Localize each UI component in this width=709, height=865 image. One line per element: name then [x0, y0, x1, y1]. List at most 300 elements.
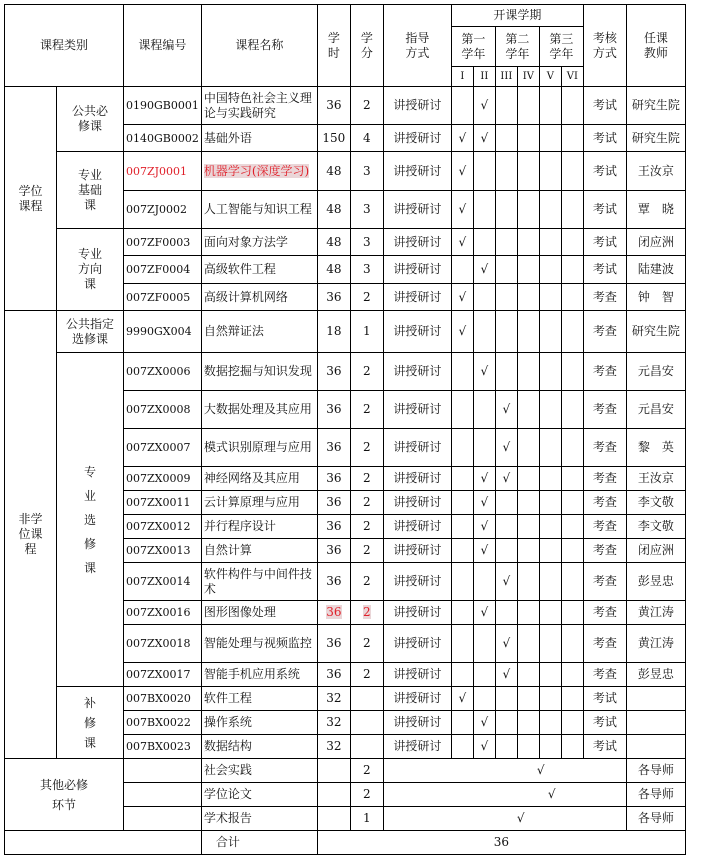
course-teacher: 闭应洲: [626, 229, 685, 256]
sem-cell: [561, 353, 583, 391]
course-exam: 考查: [583, 467, 626, 491]
sem-cell: [539, 429, 561, 467]
group-makeup: [57, 687, 124, 759]
course-exam: 考试: [583, 711, 626, 735]
group-other: [5, 759, 124, 831]
check-mark: √: [502, 667, 511, 681]
table-row: [5, 687, 686, 711]
sem-cell: [561, 625, 583, 663]
course-exam: 考试: [583, 87, 626, 125]
course-credits: [350, 735, 383, 759]
sem-cell: [517, 125, 539, 152]
check-mark: √: [502, 636, 511, 650]
course-name: 数据挖掘与知识发现: [201, 353, 317, 391]
sem-cell: [451, 429, 473, 467]
course-method: 讲授研讨: [383, 539, 451, 563]
check-mark: √: [458, 289, 467, 304]
sem-cell: [473, 467, 495, 491]
sem-cell: [539, 311, 561, 353]
sem-cell: [539, 539, 561, 563]
sem-cell: [561, 87, 583, 125]
header-teacher: [626, 5, 685, 87]
header-teacher-text: 任课教师: [643, 30, 668, 60]
course-teacher: 黎 英: [626, 429, 685, 467]
sem-cell: [561, 256, 583, 284]
course-table: [4, 4, 686, 855]
course-code: 0140GB0002: [124, 125, 202, 152]
course-teacher: 元昌安: [626, 391, 685, 429]
group-degree: [5, 87, 57, 311]
sem-cell: [473, 429, 495, 467]
course-method: 讲授研讨: [383, 152, 451, 191]
course-method: 讲授研讨: [383, 491, 451, 515]
group-other-text: 其他必修环节: [39, 777, 88, 812]
course-name: [201, 152, 317, 191]
course-method: 讲授研讨: [383, 229, 451, 256]
course-code: 007ZF0003: [124, 229, 202, 256]
check-mark: √: [458, 324, 467, 338]
course-teacher: 王汝京: [626, 467, 685, 491]
sem-cell: [539, 735, 561, 759]
sem-cell: [473, 256, 495, 284]
sem-cell: [561, 284, 583, 311]
course-method: 讲授研讨: [383, 687, 451, 711]
sem-cell: [495, 711, 517, 735]
course-name: 云计算原理与应用: [201, 491, 317, 515]
sem-cell: [451, 563, 473, 601]
sem-cell: [451, 539, 473, 563]
course-credits: 2: [350, 467, 383, 491]
course-credits: 2: [350, 491, 383, 515]
header-year2-text: 第二学年: [505, 31, 530, 61]
course-code: 007ZX0008: [124, 391, 202, 429]
check-mark: √: [458, 691, 467, 705]
course-name: 智能处理与视频监控: [201, 625, 317, 663]
check-mark: √: [480, 130, 489, 145]
course-method: 讲授研讨: [383, 191, 451, 229]
sem-cell: [561, 563, 583, 601]
course-teacher: 陆建波: [626, 256, 685, 284]
sem-cell: [495, 229, 517, 256]
course-exam: 考查: [583, 563, 626, 601]
sem-cell: [517, 467, 539, 491]
course-hours: 36: [317, 467, 350, 491]
sem-cell: [495, 311, 517, 353]
group-major-direction: [57, 229, 124, 311]
sem-cell: [539, 391, 561, 429]
course-code: 007BX0023: [124, 735, 202, 759]
course-code: 007ZX0011: [124, 491, 202, 515]
course-exam: 考查: [583, 601, 626, 625]
course-credits: 2: [350, 625, 383, 663]
sem-cell: [473, 125, 495, 152]
sem-cell: [473, 229, 495, 256]
course-exam: 考试: [583, 125, 626, 152]
group-major-elective: [57, 353, 124, 687]
sem-cell: [517, 539, 539, 563]
sem-cell: [495, 467, 517, 491]
sem-cell: [539, 491, 561, 515]
course-name: 图形图像处理: [201, 601, 317, 625]
course-exam: 考试: [583, 256, 626, 284]
course-teacher: 王汝京: [626, 152, 685, 191]
sem-cell: [561, 735, 583, 759]
course-credits: 3: [350, 229, 383, 256]
check-mark: √: [547, 787, 556, 801]
sem-cell: [539, 467, 561, 491]
course-exam: 考查: [583, 311, 626, 353]
sem-cell: [539, 663, 561, 687]
course-code: 007ZJ0001: [124, 152, 202, 191]
course-exam: 考查: [583, 429, 626, 467]
course-exam: 考查: [583, 663, 626, 687]
course-code: 007ZX0012: [124, 515, 202, 539]
check-mark: √: [480, 519, 489, 533]
course-teacher: 黄江涛: [626, 601, 685, 625]
sem-cell: [517, 256, 539, 284]
course-code: 007ZX0013: [124, 539, 202, 563]
course-method: 讲授研讨: [383, 429, 451, 467]
course-exam: 考查: [583, 491, 626, 515]
course-credits: 1: [350, 311, 383, 353]
course-hours: 36: [317, 663, 350, 687]
course-code: 007ZF0004: [124, 256, 202, 284]
course-name: 数据结构: [201, 735, 317, 759]
sem-cell: [539, 256, 561, 284]
course-teacher: 研究生院: [626, 125, 685, 152]
sem-cell: [451, 87, 473, 125]
course-teacher: 李文敬: [626, 491, 685, 515]
check-mark: √: [480, 605, 489, 619]
course-teacher: [626, 735, 685, 759]
course-hours: 150: [317, 125, 350, 152]
table-row: [5, 229, 686, 256]
sem-cell: [473, 539, 495, 563]
header-credits: [350, 5, 383, 87]
header-credits-text: 学分: [360, 30, 373, 60]
sem-cell: [495, 353, 517, 391]
header-sem-6: VI: [561, 67, 583, 87]
sem-cell: [473, 311, 495, 353]
check-mark: √: [516, 811, 525, 825]
group-major-basic-text: 专业基础课: [77, 167, 102, 212]
course-credits: 2: [350, 429, 383, 467]
course-name: 高级软件工程: [201, 256, 317, 284]
sem-cell: [495, 687, 517, 711]
other-credits: 2: [350, 759, 383, 783]
course-hours: 36: [317, 87, 350, 125]
total-row: [5, 831, 686, 855]
sem-cell: [517, 284, 539, 311]
header-name: 课程名称: [201, 5, 317, 87]
sem-cell: [451, 152, 473, 191]
sem-cell: [561, 687, 583, 711]
course-name: 智能手机应用系统: [201, 663, 317, 687]
check-mark: √: [502, 402, 511, 416]
header-teaching: [383, 5, 451, 87]
check-mark: √: [502, 471, 511, 485]
header-hours: [317, 5, 350, 87]
sem-cell: [495, 563, 517, 601]
course-teacher: 研究生院: [626, 87, 685, 125]
table-row: [5, 87, 686, 125]
sem-cell: [473, 191, 495, 229]
sem-cell: [451, 191, 473, 229]
course-code: 007ZX0009: [124, 467, 202, 491]
check-mark: √: [480, 495, 489, 509]
header-exam: [583, 5, 626, 87]
header-year3: [539, 27, 583, 67]
check-mark: √: [480, 543, 489, 557]
sem-cell: [451, 256, 473, 284]
other-name: 学位论文: [201, 783, 317, 807]
sem-cell: [561, 467, 583, 491]
header-year1-text: 第一学年: [461, 31, 486, 61]
sem-cell: [539, 152, 561, 191]
check-mark: √: [502, 440, 511, 454]
course-hours: 36: [317, 563, 350, 601]
other-teacher: 各导师: [626, 807, 685, 831]
course-credits: 2: [350, 515, 383, 539]
total-value: 36: [317, 831, 685, 855]
group-degree-text: 学位课程: [18, 183, 43, 213]
course-method: 讲授研讨: [383, 663, 451, 687]
sem-cell: [473, 353, 495, 391]
sem-cell: [451, 625, 473, 663]
sem-cell: [561, 229, 583, 256]
sem-cell: [495, 735, 517, 759]
course-method: 讲授研讨: [383, 467, 451, 491]
course-method: 讲授研讨: [383, 391, 451, 429]
sem-cell: [539, 625, 561, 663]
sem-cell: [451, 353, 473, 391]
course-hours: 18: [317, 311, 350, 353]
check-mark: √: [458, 202, 467, 216]
course-name-highlight: 机器学习(深度学习): [203, 163, 310, 178]
check-mark: √: [502, 574, 511, 588]
sem-cell: [517, 391, 539, 429]
course-name: 基础外语: [201, 125, 317, 152]
course-exam: 考试: [583, 191, 626, 229]
course-name: 人工智能与知识工程: [201, 191, 317, 229]
course-code: 007BX0020: [124, 687, 202, 711]
header-year1: [451, 27, 495, 67]
course-hours: 36: [317, 515, 350, 539]
sem-cell: [451, 467, 473, 491]
course-credits-highlight: 2: [363, 605, 371, 619]
course-teacher: 黄江涛: [626, 625, 685, 663]
sem-cell: [517, 563, 539, 601]
group-major-basic: [57, 152, 124, 229]
sem-cell: [495, 539, 517, 563]
course-method: 讲授研讨: [383, 625, 451, 663]
sem-cell: [495, 152, 517, 191]
course-method: 讲授研讨: [383, 284, 451, 311]
table-row: [5, 353, 686, 391]
course-method: 讲授研讨: [383, 515, 451, 539]
course-credits: 2: [350, 284, 383, 311]
empty-cell: [124, 807, 202, 831]
course-credits: 2: [350, 539, 383, 563]
sem-cell: [473, 491, 495, 515]
course-credits: 2: [350, 87, 383, 125]
course-credits: 4: [350, 125, 383, 152]
course-code: 007ZX0016: [124, 601, 202, 625]
sem-cell: [451, 311, 473, 353]
sem-cell: [517, 735, 539, 759]
other-name: 学术报告: [201, 807, 317, 831]
course-teacher: [626, 711, 685, 735]
sem-cell: [517, 429, 539, 467]
sem-cell: [561, 391, 583, 429]
header-sem-1: I: [451, 67, 473, 87]
course-hours: 36: [317, 284, 350, 311]
sem-cell: [517, 515, 539, 539]
course-method: 讲授研讨: [383, 563, 451, 601]
course-hours: [317, 601, 350, 625]
sem-cell: [539, 229, 561, 256]
sem-cell: [539, 563, 561, 601]
course-exam: 考查: [583, 625, 626, 663]
other-span: [383, 759, 626, 783]
total-label: 合计: [201, 831, 317, 855]
empty-cell: [124, 759, 202, 783]
sem-cell: [561, 311, 583, 353]
empty-cell: [317, 783, 350, 807]
course-exam: 考查: [583, 353, 626, 391]
sem-cell: [451, 284, 473, 311]
course-exam: 考查: [583, 515, 626, 539]
sem-cell: [495, 284, 517, 311]
sem-cell: [561, 711, 583, 735]
course-credits: 2: [350, 391, 383, 429]
course-code: 0190GB0001: [124, 87, 202, 125]
sem-cell: [561, 429, 583, 467]
course-name: 神经网络及其应用: [201, 467, 317, 491]
course-hours-highlight: 36: [326, 605, 342, 619]
course-name: 软件工程: [201, 687, 317, 711]
sem-cell: [495, 625, 517, 663]
sem-cell: [451, 601, 473, 625]
course-exam: 考试: [583, 229, 626, 256]
check-mark: √: [458, 163, 467, 178]
sem-cell: [473, 735, 495, 759]
course-exam: 考试: [583, 152, 626, 191]
sem-cell: [451, 491, 473, 515]
group-public-required-text: 公共必修课: [71, 104, 108, 133]
course-name: 操作系统: [201, 711, 317, 735]
sem-cell: [561, 491, 583, 515]
course-teacher: 彭昱忠: [626, 563, 685, 601]
header-sem-4: IV: [517, 67, 539, 87]
table-row: [5, 311, 686, 353]
course-code: 007ZX0006: [124, 353, 202, 391]
sem-cell: [561, 152, 583, 191]
sem-cell: [539, 191, 561, 229]
course-hours: 32: [317, 687, 350, 711]
course-hours: 36: [317, 391, 350, 429]
course-teacher: 元昌安: [626, 353, 685, 391]
sem-cell: [517, 625, 539, 663]
course-credits: [350, 687, 383, 711]
sem-cell: [517, 663, 539, 687]
course-teacher: 钟 智: [626, 284, 685, 311]
course-hours: 48: [317, 256, 350, 284]
course-exam: 考试: [583, 687, 626, 711]
course-code: 007ZX0007: [124, 429, 202, 467]
table-row: [5, 152, 686, 191]
course-name: 高级计算机网络: [201, 284, 317, 311]
header-code: 课程编号: [124, 5, 202, 87]
sem-cell: [561, 601, 583, 625]
sem-cell: [539, 125, 561, 152]
sem-cell: [451, 663, 473, 687]
course-exam: 考查: [583, 539, 626, 563]
header-semester: 开课学期: [451, 5, 583, 27]
sem-cell: [495, 391, 517, 429]
sem-cell: [539, 711, 561, 735]
course-code: 007BX0022: [124, 711, 202, 735]
sem-cell: [495, 491, 517, 515]
course-credits: 2: [350, 353, 383, 391]
course-name: 软件构件与中间件技术: [201, 563, 317, 601]
course-name: 大数据处理及其应用: [201, 391, 317, 429]
group-public-elective-text: 公共指定选修课: [65, 316, 114, 346]
empty-cell: [317, 807, 350, 831]
course-credits: [350, 711, 383, 735]
course-hours: 32: [317, 735, 350, 759]
course-name: 模式识别原理与应用: [201, 429, 317, 467]
sem-cell: [473, 663, 495, 687]
course-exam: 考试: [583, 735, 626, 759]
other-credits: 2: [350, 783, 383, 807]
course-teacher: 彭昱忠: [626, 663, 685, 687]
sem-cell: [517, 601, 539, 625]
check-mark: √: [480, 471, 489, 485]
sem-cell: [473, 601, 495, 625]
sem-cell: [473, 391, 495, 429]
sem-cell: [495, 515, 517, 539]
course-teacher: [626, 687, 685, 711]
header-exam-text: 考核方式: [592, 30, 617, 60]
check-mark: √: [458, 130, 467, 145]
sem-cell: [451, 515, 473, 539]
course-hours: 36: [317, 429, 350, 467]
sem-cell: [451, 687, 473, 711]
sem-cell: [451, 391, 473, 429]
sem-cell: [473, 284, 495, 311]
sem-cell: [495, 87, 517, 125]
course-method: 讲授研讨: [383, 87, 451, 125]
course-method: 讲授研讨: [383, 256, 451, 284]
course-name: 自然辩证法: [201, 311, 317, 353]
header-teaching-text: 指导方式: [405, 30, 430, 60]
course-hours: 48: [317, 152, 350, 191]
course-name: 面向对象方法学: [201, 229, 317, 256]
sem-cell: [451, 125, 473, 152]
group-non-degree: [5, 311, 57, 759]
course-code: 007ZJ0002: [124, 191, 202, 229]
group-makeup-text: 补修课: [83, 695, 96, 750]
check-mark: √: [480, 715, 489, 729]
sem-cell: [561, 191, 583, 229]
course-teacher: 闭应洲: [626, 539, 685, 563]
course-method: 讲授研讨: [383, 711, 451, 735]
sem-cell: [473, 687, 495, 711]
sem-cell: [517, 87, 539, 125]
empty-cell: [5, 831, 202, 855]
course-hours: 36: [317, 491, 350, 515]
